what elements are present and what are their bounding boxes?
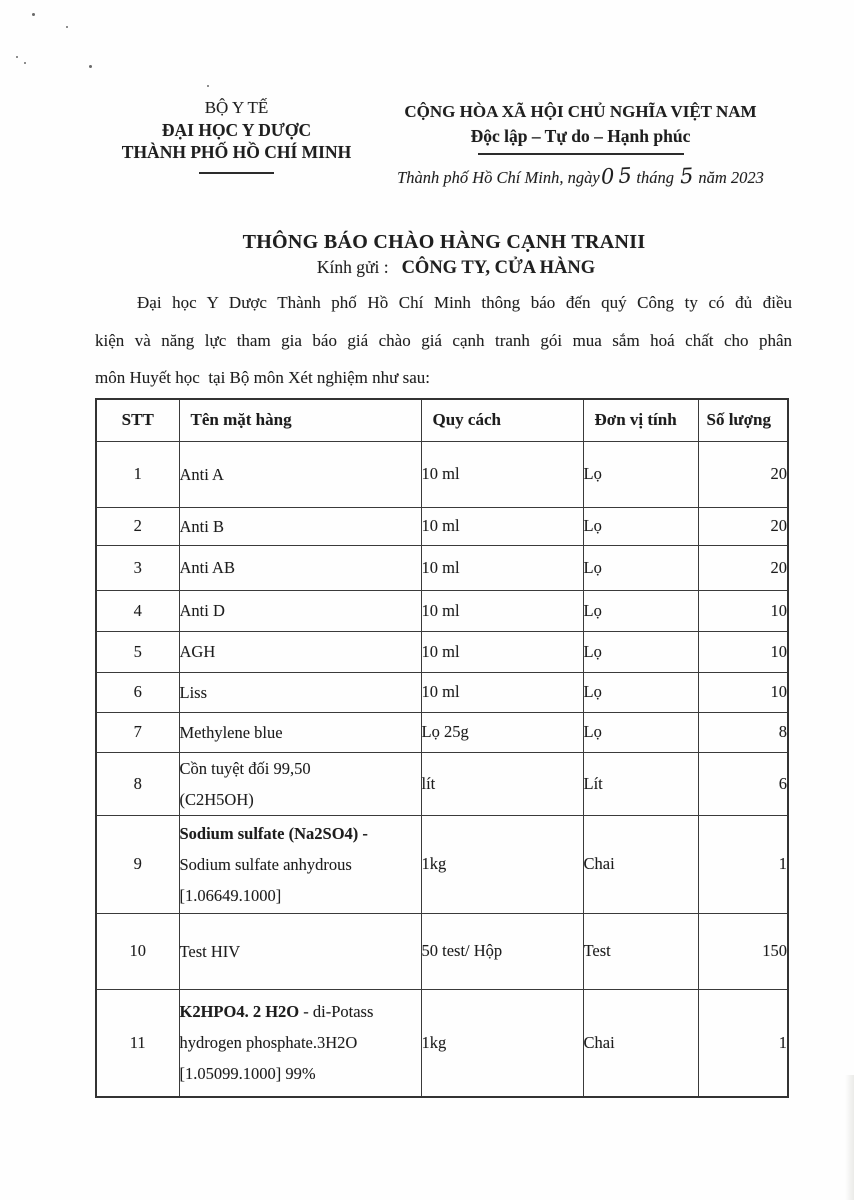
date-day-handwritten: 05 xyxy=(600,163,636,189)
cell-stt: 4 xyxy=(96,590,179,631)
cell-unit: Lọ xyxy=(583,441,698,507)
cell-qty: 10 xyxy=(698,590,788,631)
scan-artifact-dot xyxy=(207,85,209,87)
items-table xyxy=(95,398,789,1098)
cell-unit: Lọ xyxy=(583,507,698,545)
table-row xyxy=(96,752,788,815)
date-month-handwritten: 5 xyxy=(679,163,694,189)
cell-item-name: Cồn tuyệt đối 99,50 (C2H5OH) xyxy=(179,752,421,815)
cell-item-name: Methylene blue xyxy=(179,712,421,752)
cell-stt: 7 xyxy=(96,712,179,752)
cell-stt: 5 xyxy=(96,631,179,672)
paragraph-line: Đại học Y Dược Thành phố Hồ Chí Minh thông báo đến quý Công ty có đủ điều xyxy=(137,293,792,312)
table-row xyxy=(96,672,788,712)
cell-qty: 1 xyxy=(698,815,788,913)
cell-unit: Lọ xyxy=(583,672,698,712)
table-row xyxy=(96,712,788,752)
column-header-name: Tên mặt hàng xyxy=(179,399,421,441)
salutation-label: Kính gửi : xyxy=(316,257,389,277)
cell-stt: 6 xyxy=(96,672,179,712)
cell-spec: 10 ml xyxy=(421,507,583,545)
cell-spec: Lọ 25g xyxy=(421,712,583,752)
cell-item-name: Anti AB xyxy=(179,545,421,590)
cell-item-name: Sodium sulfate (Na2SO4) - Sodium sulfate anhydrous [1.06649.1000] xyxy=(179,815,421,913)
cell-spec: 10 ml xyxy=(421,590,583,631)
cell-spec: 50 test/ Hộp xyxy=(421,913,583,989)
national-header-block xyxy=(363,100,798,189)
document-title: THÔNG BÁO CHÀO HÀNG CẠNH TRANII xyxy=(242,231,646,253)
cell-unit: Chai xyxy=(583,815,698,913)
cell-spec: 10 ml xyxy=(421,545,583,590)
paragraph-line: kiện và năng lực tham gia báo giá chào giá cạnh tranh gói mua sắm hoá chất cho phân xyxy=(95,330,792,350)
cell-unit: Test xyxy=(583,913,698,989)
scan-artifact-dot xyxy=(32,13,35,16)
cell-unit: Lọ xyxy=(583,545,698,590)
issuer-university: ĐẠI HỌC Y DƯỢC xyxy=(161,120,312,140)
table-row xyxy=(96,815,788,913)
cell-item-name: Anti D xyxy=(179,590,421,631)
cell-item-name: K2HPO4. 2 H2O - di-Potass hydrogen phosphate.3H2O [1.05099.1000] 99% xyxy=(179,989,421,1097)
table-row xyxy=(96,507,788,545)
cell-stt: 10 xyxy=(96,913,179,989)
cell-unit: Lọ xyxy=(583,631,698,672)
table-header-row xyxy=(96,399,788,441)
cell-stt: 8 xyxy=(96,752,179,815)
table-row xyxy=(96,441,788,507)
salutation-line xyxy=(0,257,854,279)
column-header-spec: Quy cách xyxy=(421,399,583,441)
cell-spec: 10 ml xyxy=(421,631,583,672)
cell-spec: 1kg xyxy=(421,815,583,913)
cell-unit: Lọ xyxy=(583,712,698,752)
cell-item-name: Anti B xyxy=(179,507,421,545)
date-mid: tháng xyxy=(636,168,674,187)
cell-unit: Lọ xyxy=(583,590,698,631)
scan-artifact-dot xyxy=(66,26,68,28)
column-header-qty: Số lượng xyxy=(698,399,788,441)
cell-stt: 11 xyxy=(96,989,179,1097)
cell-spec: 10 ml xyxy=(421,672,583,712)
cell-qty: 20 xyxy=(698,441,788,507)
date-suffix: năm 2023 xyxy=(698,168,764,187)
motto-underline xyxy=(478,153,684,155)
cell-unit: Lít xyxy=(583,752,698,815)
column-header-stt: STT xyxy=(96,399,179,441)
table-row xyxy=(96,989,788,1097)
table-row xyxy=(96,631,788,672)
cell-spec: 10 ml xyxy=(421,441,583,507)
cell-qty: 20 xyxy=(698,507,788,545)
cell-spec: 1kg xyxy=(421,989,583,1097)
issuer-ministry: BỘ Y TẾ xyxy=(204,98,269,117)
cell-item-name: Anti A xyxy=(179,441,421,507)
column-header-unit: Đơn vị tính xyxy=(583,399,698,441)
cell-item-name: AGH xyxy=(179,631,421,672)
cell-spec: lít xyxy=(421,752,583,815)
cell-stt: 3 xyxy=(96,545,179,590)
cell-qty: 10 xyxy=(698,672,788,712)
cell-qty: 10 xyxy=(698,631,788,672)
issuer-city: THÀNH PHỐ HỒ CHÍ MINH xyxy=(121,142,352,162)
cell-qty: 8 xyxy=(698,712,788,752)
issuer-block xyxy=(104,97,369,174)
cell-stt: 2 xyxy=(96,507,179,545)
scan-edge-smudge xyxy=(845,1075,854,1200)
cell-stt: 9 xyxy=(96,815,179,913)
table-row xyxy=(96,913,788,989)
date-line xyxy=(363,163,798,189)
cell-qty: 20 xyxy=(698,545,788,590)
body-paragraph xyxy=(95,284,792,397)
scan-artifact-dot xyxy=(89,65,92,68)
scan-artifact-dot xyxy=(16,56,18,58)
national-title: CỘNG HÒA XÃ HỘI CHỦ NGHĨA VIỆT NAM xyxy=(404,102,757,121)
paragraph-line: môn Huyết học tại Bộ môn Xét nghiệm như sau: xyxy=(95,368,431,387)
cell-stt: 1 xyxy=(96,441,179,507)
cell-qty: 150 xyxy=(698,913,788,989)
salutation-recipient: CÔNG TY, CỬA HÀNG xyxy=(401,258,596,278)
table-row xyxy=(96,545,788,590)
cell-item-name: Liss xyxy=(179,672,421,712)
cell-item-name: Test HIV xyxy=(179,913,421,989)
date-prefix: Thành phố Hồ Chí Minh, ngày xyxy=(397,168,600,187)
table-row xyxy=(96,590,788,631)
cell-qty: 6 xyxy=(698,752,788,815)
scan-artifact-dot xyxy=(24,62,26,64)
cell-qty: 1 xyxy=(698,989,788,1097)
national-motto: Độc lập – Tự do – Hạnh phúc xyxy=(470,126,691,146)
cell-unit: Chai xyxy=(583,989,698,1097)
issuer-underline xyxy=(199,172,274,174)
